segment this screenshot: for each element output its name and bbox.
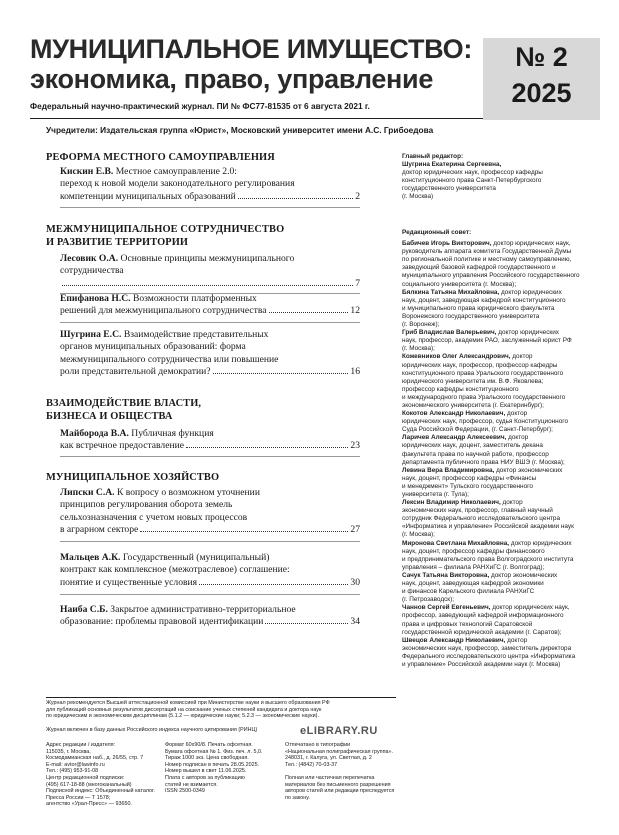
footer-line: Пресса России — Т 1578; [46,794,111,801]
footer-line: статей не взимается. [165,781,218,788]
entry-divider [60,456,360,457]
member-info: Федерального исследовательского центра «Информатика [402,652,576,660]
footer-line: Номер вышел в свет 11.06.2025. [165,768,247,775]
dot-leader [213,373,349,374]
toc-entry[interactable] [60,293,360,318]
footer-line: Плата с авторов за публикацию [165,774,245,781]
registration-line: Федеральный научно-практический журнал. ПИ № ФС77-81535 от 6 августа 2021 г. [30,101,370,111]
board-member [402,572,614,580]
toc-entry[interactable] [60,166,360,203]
vak-line: по юридическим и экономическим дисциплинам (5.1.2 — юридические науки; 5.2.3 — экономические науки). [46,713,319,720]
toc-entry[interactable] [60,604,360,629]
editorial-board [402,229,614,669]
footer-line [285,768,400,775]
toc-entry[interactable] [60,552,360,589]
footer-column-address [46,742,156,808]
toc-title-line: Государственный (муниципальный) [122,552,270,563]
member-info: муниципального управления Российского государственного [402,272,580,280]
header-divider [30,118,483,119]
member-info: наук, доцент, заведующая кафедрой конституционного [402,296,566,304]
section-title: ВЗАИМОДЕЙСТВИЕ ВЛАСТИ, [46,398,202,409]
member-info: и управление» Российской академии наук (г. Москва) [402,660,561,668]
member-info: заведующий базовой кафедрой государственного и [402,264,556,272]
member-name: Сачук Татьяна Викторовна, [402,571,490,579]
toc-entry[interactable] [60,329,360,379]
footer-line: Центр редакционной подписки: [46,774,125,781]
footer-line: (495) 617-18-88 (многоканальный) [46,781,132,788]
vak-line: Журнал рекомендуется Высшей аттестационной комиссией при Министерстве науки и высшего образования РФ [46,700,330,706]
toc-title-line: в аграрном секторе [60,524,139,536]
member-info: экономических наук, профессор, главный научный [402,507,553,515]
toc-title-line: Публичная функция [131,428,214,439]
member-info: по региональной политике и местному самоуправлению, [402,256,572,264]
toc-title-line: компетенции муниципальных образований [60,190,236,202]
member-info: (г. Петрозаводск); [402,596,454,604]
footer-line: «Национальная полиграфическая группа». [285,748,393,755]
toc-author: Шугрина Е.С. [60,329,122,340]
member-info: доктор юридических [499,288,562,296]
member-info: социального университета (г. Москва); [402,280,517,288]
footer-line: 248031, г. Калуга, ул. Светлая, д. 2 [285,755,372,762]
toc-title-line: Взаимодействие представительных [123,329,269,340]
toc-title-line: понятие и существенные условия [60,576,198,588]
member-info: управления – филиала РАНХиГС (г. Волгоград); [402,563,545,571]
footer-line: Тел.: (4842) 70-03-37 [285,761,338,768]
toc-title-line: решений для межмуниципального сотрудничества [60,305,267,317]
member-info: доктор юридических [509,539,572,547]
member-info: наук, профессор, академик РАО, заслуженный юрист РФ [402,337,572,345]
member-info: конституционного права Уральского государственного [402,369,564,377]
footer-line: E-mail: avtor@lawinfo.ru [46,761,105,768]
member-info: наук, доцент, профессор кафедры «Финансы [402,474,537,482]
board-member [402,410,614,418]
footer-line: Номер подписан в печать 28.05.2025. [165,761,260,768]
board-member [402,289,614,297]
board-member [402,353,614,361]
entry-divider [60,594,360,595]
dot-leader [265,623,348,624]
member-info: доктор [510,353,533,361]
toc-page: 2 [355,190,360,202]
toc-author: Липски С.А. [60,487,115,498]
member-info: сотрудник Федерального исследовательского центра [402,515,561,523]
board-member [402,637,614,645]
section-title: РЕФОРМА МЕСТНОГО САМОУПРАВЛЕНИЯ [46,152,275,163]
board-member [402,540,614,548]
member-info: и предпринимательского права Волгоградского института [402,555,574,563]
toc-title-line: переход к новой модели законодательного регулирования [60,178,295,190]
member-info: права и цифровых технологий Саратовской [402,620,533,628]
board-member [402,240,614,248]
member-info: и муниципального права юридического факультета [402,304,555,312]
toc-page: 23 [350,440,360,452]
footer-line: 115035, г. Москва, [46,748,91,755]
member-info: юридических наук, профессор, профессор кафедры [402,361,558,369]
toc-title-line: контракт как комплексное (межотраслевое) соглашение: [60,564,290,576]
member-info: доктор [506,434,529,442]
footer-line: агентство «Урал-Пресс» — 93650. [46,801,132,808]
member-info: и международного права Уральского государственного [402,393,566,401]
member-info: (г. Москва); [402,531,435,539]
toc-author: Епифанова Н.С. [60,293,131,304]
toc-author: Кискин Е.В. [60,166,114,177]
member-name: Ларичев Александр Алексеевич, [402,434,507,442]
toc-author: Майборода В.А. [60,428,129,439]
toc-author: Лесовик О.А. [60,253,119,264]
footer-line: авторов статей или редакции преследуется [285,788,395,795]
member-info: доктор экономических [489,571,558,579]
footer-line: Адрес редакции / издателя: [46,742,116,748]
journal-title: МУНИЦИПАЛЬНОЕ ИМУЩЕСТВО: [30,34,473,64]
toc-title-line: как встречное предоставление [60,440,185,452]
footer-line: Полная или частичная перепечатка [285,774,375,781]
footer-column-print [165,742,275,795]
vak-notice [46,700,396,720]
dot-leader [269,312,349,313]
member-info: (г. Москва); [402,345,435,353]
toc-title-line: образование: проблемы правовой идентификации [60,616,264,628]
editor-block [402,153,614,202]
member-info: государственной юридической академии (г. Саратов); [402,628,562,636]
toc-entry[interactable] [60,253,360,290]
board-member [402,434,614,442]
member-info: департамента публичного права НИУ ВШЭ (г. Москва); [402,458,565,466]
toc-title-line: сельхозназначения с учетом новых процессов [60,511,248,523]
member-name: Бялкина Татьяна Михайловна, [402,288,500,296]
member-info: Воронежского государственного университета [402,312,540,320]
member-name: Бабичев Игорь Викторович, [402,240,492,248]
footer-line: Формат 60х90/8. Печать офсетная. [165,742,253,748]
entry-divider [60,207,360,208]
toc-entry[interactable] [60,487,360,537]
member-info: доктор юридических наук, [491,240,571,248]
member-name: Лексин Владимир Николаевич, [402,499,501,507]
section-title: И РАЗВИТИЕ ТЕРРИТОРИИ [46,237,189,248]
toc-page: 30 [350,576,360,588]
member-info: юридического университета им. В.Ф. Яковлева; [402,377,544,385]
member-info: доктор [505,636,528,644]
member-info: экономического университета (г. Екатеринбург); [402,401,544,409]
footer-line: материалов без письменного разрешения [285,781,391,788]
toc-page: 27 [350,524,360,536]
member-info: профессор, заведующий кафедрой информационного [402,612,564,620]
footer-line: Отпечатано в типографии [285,742,351,748]
dot-leader [186,447,348,448]
section-title: БИЗНЕСА И ОБЩЕСТВА [46,411,173,422]
section-title: МУНИЦИПАЛЬНОЕ ХОЗЯЙСТВО [46,472,220,483]
elibrary-logo: eLIBRARY.RU [300,725,378,737]
member-info: и менеджмент» Тульского государственного [402,482,533,490]
member-info: юридических наук, доцент, заместитель декана [402,442,543,450]
founders-line: Учредители: Издательская группа «Юрист», Московский университет имени А.С. Грибоедова [46,125,434,135]
member-info: доктор экономических [494,466,563,474]
footer-line: Тел.: (495) 953-91-08 [46,768,99,775]
editor-info: (г. Москва) [402,193,434,201]
member-info: профессор кафедры конституционного [402,385,519,393]
member-name: Кокотов Александр Николаевич, [402,410,506,418]
toc-page: 16 [350,366,360,378]
issue-year: 2025 [511,78,572,108]
member-info: наук, доцент, заведующая кафедрой экономики [402,580,544,588]
footer-divider [46,697,396,698]
footer-column-printer [285,742,400,801]
member-info: руководитель аппарата комитета Государственной Думы [402,248,572,256]
section-title: МЕЖМУНИЦИПАЛЬНОЕ СОТРУДНИЧЕСТВО [46,224,285,235]
toc-title-line: Возможности платформенных [132,293,257,304]
vak-line: для публикаций основных результатов диссертаций на соискание ученых степеней кандидата и доктора наук [46,706,322,713]
toc-page: 12 [350,305,360,317]
entry-divider [60,541,360,542]
board-member [402,467,614,475]
journal-subtitle: экономика, право, управление [30,64,434,94]
dot-leader [62,285,353,286]
member-name: Чаннов Сергей Евгеньевич, [402,604,491,612]
dot-leader [199,584,348,585]
toc-title-line: органов муниципальных образований: форма [60,341,246,353]
dot-leader [238,198,353,199]
footer-line: Подписной индекс: Объединенный каталог. [46,788,155,795]
member-info: доктор юридических [496,329,559,337]
toc-title-line: Основные принципы межмуниципального [120,253,295,264]
member-info: «Информатика и управление» Российской академии наук [402,523,574,531]
toc-title-line: межмуниципального сотрудничества или повышение [60,353,279,365]
toc-author: Мальцев А.К. [60,552,121,563]
footer-line: Космодамианская наб., д. 26/55, стр. 7 [46,755,144,762]
member-info: доктор [500,499,523,507]
footer-line: ISSN 2500-0349 [165,788,205,795]
toc-page: 34 [350,616,360,628]
editor-info: доктор юридических наук, профессор кафедры [402,169,543,177]
member-name: Швецов Александр Николаевич, [402,636,506,644]
editor-label: Главный редактор: [402,153,464,160]
board-member [402,329,614,337]
toc-title-line: сотрудничества [60,265,124,277]
editor-info: государственного университета [402,185,496,193]
toc-entry[interactable] [60,428,360,453]
toc-title-line: принципов регулирования оборота земель [60,499,233,511]
toc-title-line: роли представительной демократии? [60,366,211,378]
member-info: факультета права по научной работе, профессор [402,450,549,458]
member-info: университета (г. Тула); [402,491,469,498]
member-name: Миронова Светлана Михайловна, [402,539,510,547]
toc-title-line: К вопросу о возможном уточнении [116,487,260,498]
toc-author: Наиба С.Б. [60,604,108,615]
toc-page: 7 [355,277,360,289]
board-label: Редакционный совет: [402,229,472,236]
footer-line: Бумага офсетная № 1. Физ. печ. л. 5,0. [165,748,263,755]
member-info: наук, доцент, профессор кафедры финансового [402,547,545,555]
member-info: юридических наук, профессор, судья Конституционного [402,418,568,426]
editor-name: Шугрина Екатерина Сергеевна, [402,161,502,169]
member-name: Левина Вера Владимировна, [402,466,495,474]
member-info: экономических наук, профессор, заместитель директора [402,644,572,652]
entry-divider [60,322,360,323]
footer-line: Тираж 1000 экз. Цена свободная. [165,755,249,762]
toc-title-line: Закрытое административно-территориальное [110,604,296,615]
member-info: и финансов Карельского филиала РАНХиГС [402,588,535,596]
board-member [402,499,614,507]
member-info: доктор юридических наук, [490,604,570,612]
member-info: доктор [505,410,528,418]
member-name: Кожевников Олег Александрович, [402,353,511,361]
rinc-text: Журнал включен в базу данных Российского индекса научного цитирования (РИНЦ) [46,727,258,733]
editor-info: конституционного права Санкт-Петербургского [402,177,542,185]
member-name: Гриб Владислав Валерьевич, [402,329,497,337]
issue-number: № 2 [515,42,568,72]
member-info: (г. Воронеж); [402,321,440,329]
member-info: Суда Российской Федерации, (г. Санкт-Петербург); [402,426,553,434]
toc-title-line: Местное самоуправление 2.0: [115,166,237,177]
dot-leader [140,531,348,532]
footer-line: по закону. [285,794,310,801]
